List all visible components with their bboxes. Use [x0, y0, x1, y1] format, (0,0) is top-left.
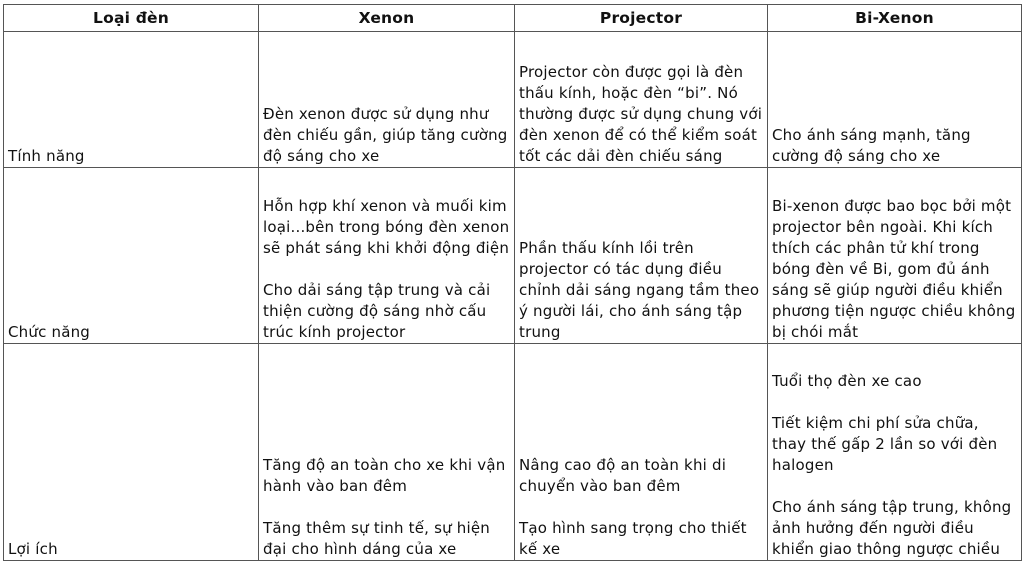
row-features	[4, 32, 1022, 168]
header-row	[4, 5, 1022, 32]
cell-text: Đèn xenon được sử dụng như đèn chiếu gần, giúp tăng cường độ sáng cho xe	[263, 105, 508, 165]
cell-text: Projector còn được gọi là đèn thấu kính, hoặc đèn “bi”. Nó thường được sử dụng chung với đèn xenon để có thể kiểm soát tốt các dải đèn chiếu sáng	[519, 63, 763, 165]
cell-text: Tăng độ an toàn cho xe khi vận hành vào ban đêm	[263, 456, 506, 495]
cell-text: Bi-xenon được bao bọc bởi một projector bên ngoài. Khi kích thích các phân tử khí trong bóng đèn về Bi, gom đủ ánh sáng sẽ giúp người điều khiển phương tiện ngược chiều không bị chói mắt	[772, 197, 1016, 341]
header-cell-type: Loại đèn	[4, 5, 259, 32]
cell-xenon	[259, 168, 515, 344]
cell-projector	[515, 344, 768, 561]
comparison-table	[3, 4, 1022, 561]
row-functions	[4, 168, 1022, 344]
paragraph-gap	[772, 392, 1017, 413]
paragraph-gap	[263, 259, 510, 280]
paragraph-gap	[519, 497, 763, 518]
cell-bixenon	[768, 344, 1022, 561]
header-cell-xenon: Xenon	[259, 5, 515, 32]
cell-projector	[515, 168, 768, 344]
cell-text: Tuổi thọ đèn xe cao	[772, 372, 922, 390]
cell-text: Phần thấu kính lồi trên projector có tác dụng điều chỉnh dải sáng ngang tầm theo ý người lái, cho ánh sáng tập trung	[519, 239, 760, 341]
cell-projector	[515, 32, 768, 168]
cell-text: Nâng cao độ an toàn khi di chuyển vào ban đêm	[519, 456, 727, 495]
cell-bixenon	[768, 32, 1022, 168]
cell-text: Hỗn hợp khí xenon và muối kim loại...bên trong bóng đèn xenon sẽ phát sáng khi khởi động điện	[263, 197, 510, 257]
cell-xenon	[259, 344, 515, 561]
header-cell-bixenon: Bi-Xenon	[768, 5, 1022, 32]
paragraph-gap	[772, 476, 1017, 497]
row-label	[4, 32, 259, 168]
row-label-text: Chức năng	[8, 323, 91, 341]
paragraph-gap	[263, 497, 510, 518]
row-benefits	[4, 344, 1022, 561]
row-label	[4, 344, 259, 561]
cell-text: Cho dải sáng tập trung và cải thiện cường độ sáng nhờ cấu trúc kính projector	[263, 281, 491, 341]
cell-text: Tiết kiệm chi phí sửa chữa, thay thế gấp 2 lần so với đèn halogen	[772, 414, 998, 474]
cell-bixenon	[768, 168, 1022, 344]
row-label-text: Tính năng	[8, 147, 85, 165]
cell-text: Tăng thêm sự tinh tế, sự hiện đại cho hình dáng của xe	[263, 519, 491, 558]
cell-text: Cho ánh sáng tập trung, không ảnh hưởng đến người điều khiển giao thông ngược chiều	[772, 498, 1012, 558]
cell-xenon	[259, 32, 515, 168]
header-cell-projector: Projector	[515, 5, 768, 32]
cell-text: Tạo hình sang trọng cho thiết kế xe	[519, 519, 747, 558]
row-label-text: Lợi ích	[8, 540, 58, 558]
cell-text: Cho ánh sáng mạnh, tăng cường độ sáng cho xe	[772, 126, 971, 165]
row-label	[4, 168, 259, 344]
